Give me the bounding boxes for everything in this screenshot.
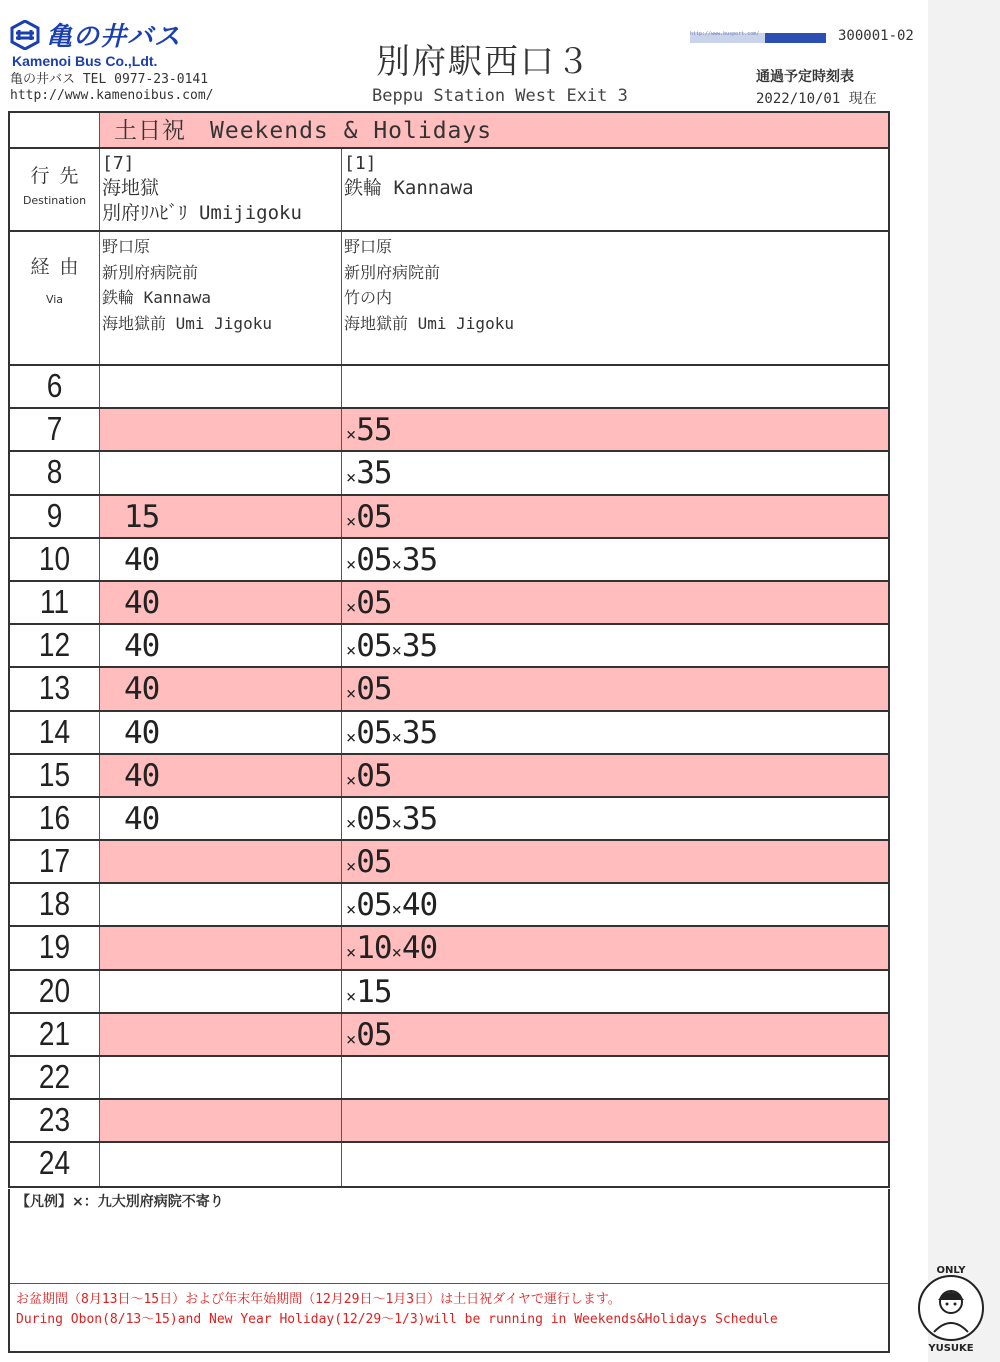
route1-minutes-cell: [342, 712, 888, 753]
hour-row: [8, 668, 890, 711]
hour-cell: [10, 971, 100, 1012]
departure-minutes: [342, 884, 888, 931]
not-via-hospital-mark: ×: [346, 597, 356, 618]
not-via-hospital-mark: ×: [391, 813, 401, 834]
route7-minutes-cell: [100, 625, 342, 666]
via-stop: 鉄輪 Kannawa: [102, 288, 212, 307]
not-via-hospital-mark: ×: [346, 900, 356, 921]
route7-minutes-cell: [100, 1143, 342, 1186]
hour-label: 11: [39, 582, 70, 620]
destination-col1: [100, 149, 342, 230]
only-yusuke-badge: [908, 1262, 994, 1354]
timetable-kind: 通過予定時刻表: [756, 69, 854, 85]
route7-minutes-cell: [100, 496, 342, 537]
departure-minutes: [342, 927, 888, 974]
departure-minute: 35: [401, 541, 438, 578]
hour-cell: [10, 625, 100, 666]
departure-minute: 05: [356, 584, 392, 621]
hour-cell: [10, 452, 100, 493]
not-via-hospital-mark: ×: [346, 986, 356, 1007]
hour-row: [8, 409, 890, 452]
hour-label: 8: [46, 453, 63, 491]
route7-minutes-cell: [100, 755, 342, 796]
route1-minutes-cell: [342, 798, 888, 839]
hour-row: [8, 884, 890, 927]
holiday-notice-en: During Obon(8/13～15)and New Year Holiday(12/29～1/3)will be running in Weekends&Holidays Schedule: [16, 1312, 778, 1327]
hour-label: 7: [46, 410, 63, 448]
destination-name: 鉄輪 Kannawa: [344, 177, 474, 199]
via-stop: 海地獄前 Umi Jigoku: [344, 313, 514, 333]
departure-minute: 40: [124, 628, 160, 665]
not-via-hospital-mark: ×: [346, 813, 356, 834]
day-type-blank-cell: [10, 113, 100, 147]
departure-minute: 05: [356, 714, 392, 751]
holiday-notice: [10, 1283, 888, 1336]
logo-english-name: Kamenoi Bus Co.,Ldt.: [12, 53, 158, 69]
departure-minutes: [342, 539, 888, 586]
hour-cell: [10, 884, 100, 925]
departure-minute: 05: [356, 541, 392, 578]
hour-row: [8, 971, 890, 1014]
route1-minutes-cell: [342, 452, 888, 493]
hour-label: 12: [38, 626, 71, 664]
route1-minutes-cell: [342, 1143, 888, 1186]
not-via-hospital-mark: ×: [346, 468, 356, 489]
departure-minutes: [342, 409, 888, 456]
route7-minutes-cell: [100, 971, 342, 1012]
stop-title: 別府駅西口３: [376, 42, 592, 82]
destination-name: 別府ﾘﾊﾋﾞﾘ Umijigoku: [102, 202, 302, 224]
hour-row: [8, 712, 890, 755]
departure-minute: 05: [356, 844, 392, 881]
hour-cell: [10, 798, 100, 839]
hour-row: [8, 755, 890, 798]
hour-row: [8, 927, 890, 970]
hour-label: 9: [46, 496, 63, 534]
company-phone: 亀の井バス TEL 0977-23-0141: [10, 72, 209, 87]
via-stop: 野口原: [102, 237, 151, 256]
departure-minute: 05: [356, 628, 392, 665]
badge-bottom-text: YUSUKE: [928, 1343, 974, 1354]
route1-minutes-cell: [342, 1100, 888, 1141]
hour-label: 18: [38, 885, 71, 923]
destination-row: [8, 149, 890, 232]
destination-label: 行先 Destination: [10, 149, 100, 230]
not-via-hospital-mark: ×: [391, 727, 401, 748]
hour-row: [8, 625, 890, 668]
departure-minute: 35: [401, 800, 438, 837]
hour-row: [8, 366, 890, 409]
via-stop: 海地獄前 Umi Jigoku: [102, 313, 272, 333]
route7-minutes-cell: [100, 366, 342, 407]
departure-minute: 40: [124, 671, 160, 708]
via-col1: [100, 232, 342, 364]
route7-minutes-cell: [100, 452, 342, 493]
hour-cell: [10, 582, 100, 623]
hour-row: [8, 798, 890, 841]
departure-minutes: [342, 452, 888, 499]
via-stop: 新別府病院前: [344, 262, 441, 282]
hour-cell: [10, 1057, 100, 1098]
route7-minutes-cell: [100, 582, 342, 623]
route1-minutes-cell: [342, 625, 888, 666]
hour-label: 16: [38, 798, 71, 836]
departure-minutes: [342, 712, 888, 759]
hour-label: 24: [38, 1144, 71, 1182]
route7-minutes-cell: [100, 409, 342, 450]
departure-minutes: [342, 841, 888, 888]
route1-minutes-cell: [342, 755, 888, 796]
departure-minute: 35: [401, 714, 438, 751]
departure-minute: 55: [356, 412, 392, 449]
not-via-hospital-mark: ×: [346, 511, 356, 532]
hour-row: [8, 452, 890, 495]
departure-minute: 40: [401, 930, 438, 967]
route-number: [1]: [344, 153, 377, 174]
timetable: [8, 111, 890, 1188]
destination-name: 海地獄: [102, 177, 160, 199]
route7-minutes-cell: [100, 798, 342, 839]
departure-minutes: [342, 971, 888, 1018]
hour-label: 13: [38, 669, 71, 707]
via-stop: 野口原: [344, 237, 393, 256]
hour-label: 6: [46, 367, 63, 404]
busport-url: http://www.busport.com/: [690, 31, 760, 37]
route1-minutes-cell: [342, 841, 888, 882]
route7-minutes-cell: [100, 1057, 342, 1098]
departure-minute: 05: [356, 671, 392, 708]
route1-minutes-cell: [342, 539, 888, 580]
route1-minutes-cell: [342, 668, 888, 709]
badge-circle: [919, 1276, 983, 1340]
not-via-hospital-mark: ×: [346, 727, 356, 748]
via-stop: 竹の内: [344, 288, 393, 307]
route1-minutes-cell: [342, 884, 888, 925]
bus-company-emblem-icon: [10, 20, 40, 50]
route7-minutes-cell: [100, 927, 342, 968]
via-col2: [342, 232, 888, 364]
not-via-hospital-mark: ×: [346, 943, 356, 964]
route1-minutes-cell: [342, 409, 888, 450]
route1-minutes-cell: [342, 366, 888, 407]
not-via-hospital-mark: ×: [346, 554, 356, 575]
hour-row: [8, 496, 890, 539]
document-code: 300001-02: [838, 28, 914, 44]
route-number: [7]: [102, 153, 135, 174]
hour-cell: [10, 366, 100, 407]
departure-minute: 35: [401, 628, 438, 665]
destination-col2: [342, 149, 888, 230]
hour-row: [8, 1057, 890, 1100]
hour-rows: [8, 366, 890, 1188]
not-via-hospital-mark: ×: [391, 900, 401, 921]
route7-minutes-cell: [100, 884, 342, 925]
route7-minutes-cell: [100, 539, 342, 580]
notes-box: [8, 1189, 890, 1353]
departure-minute: 05: [356, 757, 392, 794]
company-url: http://www.kamenoibus.com/: [10, 88, 214, 103]
not-via-hospital-mark: ×: [346, 684, 356, 705]
hour-row: [8, 1100, 890, 1143]
departure-minute: 40: [124, 757, 160, 794]
not-via-hospital-mark: ×: [391, 554, 401, 575]
not-via-hospital-mark: ×: [346, 770, 356, 791]
route1-minutes-cell: [342, 582, 888, 623]
hour-row: [8, 1014, 890, 1057]
route7-minutes-cell: [100, 1014, 342, 1055]
route7-minutes-cell: [100, 1100, 342, 1141]
not-via-hospital-mark: ×: [346, 1029, 356, 1050]
hour-cell: [10, 668, 100, 709]
departure-minute: 40: [124, 714, 160, 751]
not-via-hospital-mark: ×: [346, 641, 356, 662]
effective-date: 2022/10/01 現在: [756, 91, 877, 107]
hour-label: 14: [38, 712, 71, 750]
badge-top-text: ONLY: [936, 1265, 966, 1276]
departure-minute: 05: [356, 800, 392, 837]
via-row: [8, 232, 890, 366]
departure-minute: 05: [356, 1016, 392, 1053]
hour-label: 10: [38, 539, 71, 577]
departure-minute: 40: [124, 541, 160, 578]
hour-cell: [10, 755, 100, 796]
hour-label: 17: [38, 842, 71, 880]
departure-minutes: [342, 798, 888, 845]
logo-name: 亀の井バス: [46, 22, 182, 52]
departure-minute: 40: [124, 584, 160, 621]
departure-minutes: [342, 496, 888, 543]
hour-label: 22: [38, 1058, 71, 1095]
hour-row: [8, 539, 890, 582]
departure-minute: 40: [401, 887, 438, 924]
departure-minutes: [342, 755, 888, 802]
hour-cell: [10, 1014, 100, 1055]
holiday-notice-jp: お盆期間（8月13日～15日）および年末年始期間（12月29日～1月3日）は土日祝ダイヤで運行します。: [16, 1292, 621, 1307]
route1-minutes-cell: [342, 927, 888, 968]
via-label: 経由 Via: [10, 232, 100, 364]
company-logo: [10, 16, 181, 69]
departure-minute: 35: [356, 455, 392, 492]
departure-minute: 05: [356, 498, 392, 535]
hour-cell: [10, 927, 100, 968]
hour-row: [8, 841, 890, 884]
not-via-hospital-mark: ×: [346, 857, 356, 878]
hour-label: 23: [38, 1101, 71, 1139]
hour-cell: [10, 841, 100, 882]
departure-minute: 15: [124, 498, 160, 535]
via-stop: 新別府病院前: [102, 262, 199, 282]
day-type-row: [8, 111, 890, 149]
not-via-hospital-mark: ×: [391, 943, 401, 964]
hour-label: 15: [38, 755, 71, 793]
company-info: [10, 72, 214, 104]
hour-cell: [10, 539, 100, 580]
route7-minutes-cell: [100, 668, 342, 709]
not-via-hospital-mark: ×: [346, 425, 356, 446]
hour-cell: [10, 1143, 100, 1186]
hour-cell: [10, 409, 100, 450]
legend-note: 【凡例】×：九大別府病院不寄り: [16, 1194, 224, 1210]
departure-minute: 10: [356, 930, 392, 967]
route7-minutes-cell: [100, 841, 342, 882]
route1-minutes-cell: [342, 1057, 888, 1098]
departure-minutes: [342, 625, 888, 672]
not-via-hospital-mark: ×: [391, 641, 401, 662]
hour-cell: [10, 496, 100, 537]
hour-label: 21: [38, 1014, 71, 1052]
departure-minutes: [342, 668, 888, 715]
hour-cell: [10, 712, 100, 753]
hour-row: [8, 582, 890, 625]
route1-minutes-cell: [342, 496, 888, 537]
departure-minutes: [342, 582, 888, 629]
hour-cell: [10, 1100, 100, 1141]
stop-title-english: Beppu Station West Exit 3: [372, 86, 628, 106]
departure-minutes: [342, 1014, 888, 1061]
day-type-label: 土日祝 Weekends & Holidays: [100, 113, 888, 147]
departure-minute: 15: [356, 973, 392, 1010]
hour-row: [8, 1143, 890, 1188]
route1-minutes-cell: [342, 971, 888, 1012]
hour-label: 20: [38, 971, 71, 1009]
departure-minute: 05: [356, 887, 392, 924]
hour-label: 19: [38, 928, 71, 966]
route7-minutes-cell: [100, 712, 342, 753]
route1-minutes-cell: [342, 1014, 888, 1055]
departure-minute: 40: [124, 800, 160, 837]
